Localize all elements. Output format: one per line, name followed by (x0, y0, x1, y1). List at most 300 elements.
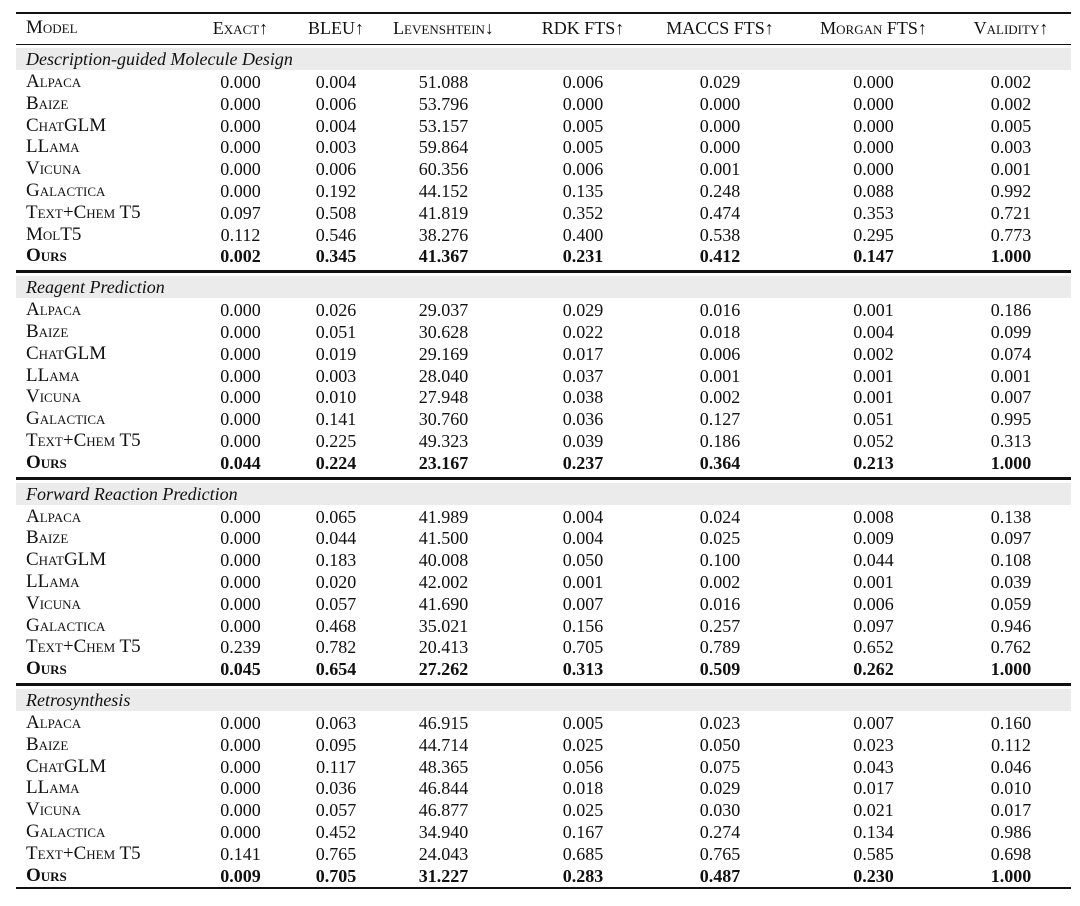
table-row (16, 549, 1071, 571)
metric-value: 28.040 (418, 365, 469, 386)
metric-value: 1.000 (990, 452, 1032, 473)
model-name: Text+Chem T5 (26, 842, 141, 864)
model-name: Galactica (26, 821, 106, 842)
metric-value: 0.002 (699, 387, 741, 408)
section-title: Description-guided Molecule Design (16, 48, 1071, 70)
metric-value: 0.004 (315, 72, 357, 92)
metric-value: 0.004 (315, 115, 357, 136)
metric-value: 0.141 (220, 843, 261, 864)
column-header: Exact↑ (212, 18, 269, 38)
metric-value: 0.000 (699, 115, 741, 136)
metric-value: 0.020 (315, 572, 357, 592)
metric-value: 0.167 (562, 822, 604, 842)
metric-value: 0.039 (562, 431, 604, 451)
table-row (16, 71, 1071, 93)
section-divider (16, 477, 1071, 480)
metric-value: 0.192 (315, 181, 357, 201)
metric-value: 24.043 (418, 843, 469, 864)
metric-value: 0.257 (699, 615, 741, 636)
metric-value: 0.099 (990, 322, 1032, 342)
metric-value: 44.714 (418, 734, 469, 755)
table-row (16, 821, 1071, 843)
metric-value: 0.000 (220, 72, 261, 92)
metric-value: 0.000 (220, 137, 261, 158)
metric-value: 0.000 (220, 734, 261, 755)
metric-value: 0.412 (699, 246, 741, 267)
metric-value: 0.345 (315, 246, 357, 267)
metric-value: 0.065 (315, 506, 357, 527)
metric-value: 48.365 (418, 756, 469, 777)
metric-value: 0.000 (220, 300, 261, 321)
model-name: Vicuna (26, 158, 81, 180)
model-name: Alpaca (26, 299, 82, 321)
table-row (16, 202, 1071, 224)
metric-value: 0.010 (990, 778, 1032, 799)
metric-value: 0.001 (853, 300, 894, 321)
metric-value: 0.160 (990, 713, 1032, 733)
metric-value: 46.915 (418, 713, 469, 733)
model-name: Vicuna (26, 386, 81, 408)
metric-value: 0.992 (990, 181, 1032, 201)
metric-value: 46.844 (418, 778, 469, 799)
metric-value: 0.000 (853, 93, 894, 114)
metric-value: 0.585 (853, 843, 894, 864)
metric-value: 0.995 (990, 409, 1032, 430)
metric-value: 0.075 (699, 756, 741, 777)
metric-value: 0.230 (853, 865, 894, 886)
metric-value: 0.052 (853, 431, 894, 451)
table-row (16, 843, 1071, 865)
column-header: Validity↑ (973, 18, 1049, 38)
metric-value: 0.274 (699, 822, 741, 842)
metric-value: 46.877 (418, 800, 469, 821)
metric-value: 0.352 (562, 202, 604, 223)
metric-value: 0.000 (220, 713, 261, 733)
metric-value: 0.017 (562, 343, 604, 364)
metric-value: 59.864 (418, 137, 469, 158)
metric-value: 0.000 (699, 93, 741, 114)
metric-value: 0.095 (315, 734, 357, 755)
metric-value: 0.000 (220, 365, 261, 386)
metric-value: 0.057 (315, 800, 357, 821)
metric-value: 0.231 (562, 246, 604, 267)
metric-value: 0.036 (562, 409, 604, 430)
metric-value: 30.628 (418, 322, 469, 342)
metric-value: 41.989 (418, 506, 469, 527)
metric-value: 0.097 (220, 202, 261, 223)
model-name: Galactica (26, 408, 106, 430)
metric-value: 0.000 (220, 528, 261, 549)
section-title: Reagent Prediction (16, 276, 1071, 298)
table-row (16, 615, 1071, 637)
metric-value: 0.487 (699, 865, 741, 886)
metric-value: 0.039 (990, 572, 1032, 592)
metric-value: 0.037 (562, 365, 604, 386)
metric-value: 41.819 (418, 202, 469, 223)
section-divider (16, 683, 1071, 686)
metric-value: 0.006 (853, 593, 894, 614)
metric-value: 0.295 (853, 224, 894, 245)
model-name: Ours (26, 245, 67, 267)
table-row (16, 799, 1071, 821)
metric-value: 0.004 (562, 528, 604, 549)
metric-value: 0.313 (990, 431, 1032, 451)
metric-value: 0.546 (315, 224, 357, 245)
metric-value: 0.005 (562, 713, 604, 733)
model-name: LLama (26, 136, 80, 158)
model-name: Ours (26, 451, 67, 473)
metric-value: 0.773 (990, 224, 1032, 245)
metric-value: 0.000 (220, 115, 261, 136)
metric-value: 0.248 (699, 181, 741, 201)
table-row (16, 224, 1071, 246)
metric-value: 0.782 (315, 637, 357, 658)
metric-value: 0.705 (315, 865, 357, 886)
metric-value: 0.509 (699, 659, 741, 680)
metric-value: 1.000 (990, 246, 1032, 267)
metric-value: 20.413 (418, 637, 469, 658)
model-name: Baize (26, 733, 69, 755)
metric-value: 0.003 (315, 137, 357, 158)
metric-value: 0.017 (990, 800, 1032, 821)
metric-value: 53.796 (418, 93, 469, 114)
metric-value: 0.025 (699, 528, 741, 549)
metric-value: 0.183 (315, 550, 357, 571)
model-name: ChatGLM (26, 114, 107, 136)
metric-value: 0.009 (853, 528, 894, 549)
metric-value: 0.000 (220, 322, 261, 342)
metric-value: 0.685 (562, 843, 604, 864)
metric-value: 0.147 (853, 246, 894, 267)
metric-value: 29.169 (418, 343, 469, 364)
metric-value: 0.000 (220, 181, 261, 201)
metric-value: 0.057 (315, 593, 357, 614)
metric-value: 1.000 (990, 659, 1032, 680)
metric-value: 0.002 (220, 246, 261, 267)
metric-value: 0.097 (853, 615, 894, 636)
metric-value: 0.029 (699, 778, 741, 799)
metric-value: 0.006 (315, 93, 357, 114)
metric-value: 0.009 (220, 865, 261, 886)
metric-value: 0.112 (991, 734, 1031, 755)
metric-value: 0.018 (562, 778, 604, 799)
table-row (16, 136, 1071, 158)
metric-value: 0.986 (990, 822, 1032, 842)
metric-value: 0.000 (220, 506, 261, 527)
metric-value: 40.008 (418, 550, 469, 571)
model-name: Text+Chem T5 (26, 430, 141, 451)
model-name: Baize (26, 527, 69, 549)
table-row (16, 527, 1071, 549)
metric-value: 0.698 (990, 843, 1032, 864)
metric-value: 0.021 (853, 800, 894, 821)
metric-value: 0.474 (699, 202, 741, 223)
metric-value: 0.000 (562, 93, 604, 114)
metric-value: 0.765 (315, 843, 357, 864)
metric-value: 0.000 (853, 115, 894, 136)
metric-value: 0.002 (699, 572, 741, 592)
metric-value: 0.225 (315, 431, 357, 451)
metric-value: 0.002 (990, 93, 1032, 114)
metric-value: 53.157 (418, 115, 469, 136)
column-header: Levenshtein↓ (393, 18, 494, 38)
table-row (16, 571, 1071, 593)
metric-value: 0.186 (990, 300, 1032, 321)
column-header: MACCS FTS↑ (666, 18, 774, 38)
table-row (16, 158, 1071, 180)
metric-value: 0.237 (562, 452, 604, 473)
metric-value: 29.037 (418, 300, 469, 321)
metric-value: 0.004 (853, 322, 894, 342)
metric-value: 0.100 (699, 550, 741, 571)
section-title: Forward Reaction Prediction (16, 483, 1071, 505)
metric-value: 0.000 (220, 822, 261, 842)
metric-value: 0.789 (699, 637, 741, 658)
metric-value: 0.224 (315, 452, 357, 473)
metric-value: 27.262 (418, 659, 469, 680)
metric-value: 0.001 (990, 159, 1032, 180)
table-row (16, 93, 1071, 115)
model-name: LLama (26, 364, 80, 386)
metric-value: 0.059 (990, 593, 1032, 614)
metric-value: 0.050 (699, 734, 741, 755)
metric-value: 0.007 (853, 713, 894, 733)
model-name: ChatGLM (26, 755, 107, 777)
metric-value: 0.003 (315, 365, 357, 386)
metric-value: 0.044 (220, 452, 261, 473)
metric-value: 0.117 (316, 756, 356, 777)
table-row (16, 593, 1071, 615)
metric-value: 51.088 (418, 72, 469, 92)
metric-value: 0.135 (562, 181, 604, 201)
table-row (16, 299, 1071, 321)
metric-value: 0.262 (853, 659, 894, 680)
metric-value: 0.004 (562, 506, 604, 527)
metric-value: 44.152 (418, 181, 469, 201)
metric-value: 41.500 (418, 528, 469, 549)
table-row (16, 506, 1071, 528)
model-name: Text+Chem T5 (26, 636, 141, 658)
table-row (16, 321, 1071, 343)
metric-value: 0.006 (315, 159, 357, 180)
metric-value: 0.003 (990, 137, 1032, 158)
metric-value: 0.762 (990, 637, 1032, 658)
section-title: Retrosynthesis (16, 689, 1071, 711)
table-row (16, 408, 1071, 430)
metric-value: 0.051 (853, 409, 894, 430)
metric-value: 0.000 (853, 72, 894, 92)
table-row (16, 865, 1071, 887)
metric-value: 0.046 (990, 756, 1032, 777)
model-name: ChatGLM (26, 342, 107, 364)
metric-value: 0.036 (315, 778, 357, 799)
model-name: Alpaca (26, 712, 82, 733)
metric-value: 30.760 (418, 409, 469, 430)
table-row (16, 386, 1071, 408)
metric-value: 0.017 (853, 778, 894, 799)
metric-value: 0.946 (990, 615, 1032, 636)
model-name: Baize (26, 321, 69, 342)
metric-value: 0.001 (853, 365, 894, 386)
metric-value: 0.538 (699, 224, 741, 245)
table-row (16, 365, 1071, 387)
metric-value: 0.508 (315, 202, 357, 223)
metric-value: 0.026 (315, 300, 357, 321)
metric-value: 0.721 (990, 202, 1032, 223)
metric-value: 0.108 (990, 550, 1032, 571)
metric-value: 0.000 (220, 572, 261, 592)
metric-value: 0.000 (220, 93, 261, 114)
metric-value: 0.141 (315, 409, 357, 430)
table-row (16, 712, 1071, 734)
metric-value: 0.024 (699, 506, 741, 527)
model-name: Ours (26, 658, 67, 680)
metric-value: 35.021 (418, 615, 469, 636)
table-row (16, 430, 1071, 452)
metric-value: 0.468 (315, 615, 357, 636)
metric-value: 0.001 (990, 365, 1032, 386)
metric-value: 0.000 (220, 431, 261, 451)
metric-value: 0.000 (220, 409, 261, 430)
metric-value: 0.000 (220, 593, 261, 614)
metric-value: 0.029 (562, 300, 604, 321)
table-top-rule (16, 12, 1071, 14)
section-divider (16, 270, 1071, 273)
table-bottom-rule (16, 887, 1071, 889)
metric-value: 0.010 (315, 387, 357, 408)
metric-value: 49.323 (418, 431, 469, 451)
metric-value: 0.051 (315, 322, 357, 342)
metric-value: 0.006 (562, 72, 604, 92)
metric-value: 0.005 (562, 137, 604, 158)
table-row (16, 777, 1071, 799)
metric-value: 0.019 (315, 343, 357, 364)
metric-value: 0.030 (699, 800, 741, 821)
metric-value: 1.000 (990, 865, 1032, 886)
metric-value: 0.364 (699, 452, 741, 473)
metric-value: 27.948 (418, 387, 469, 408)
metric-value: 0.063 (315, 713, 357, 733)
metric-value: 0.652 (853, 637, 894, 658)
model-name: LLama (26, 571, 80, 592)
model-name: Alpaca (26, 505, 82, 527)
column-header: RDK FTS↑ (541, 18, 625, 38)
metric-value: 0.023 (853, 734, 894, 755)
table-row (16, 180, 1071, 202)
model-name: Vicuna (26, 799, 81, 821)
model-name: Vicuna (26, 592, 81, 614)
column-header: BLEU↑ (308, 18, 364, 38)
header-row (16, 17, 1071, 39)
model-name: LLama (26, 777, 80, 799)
metric-value: 0.000 (220, 756, 261, 777)
metric-value: 0.005 (990, 115, 1032, 136)
metric-value: 0.002 (853, 343, 894, 364)
metric-value: 0.112 (220, 224, 261, 245)
metric-value: 0.029 (699, 72, 741, 92)
metric-value: 0.038 (562, 387, 604, 408)
metric-value: 60.356 (418, 159, 469, 180)
metric-value: 0.008 (853, 506, 894, 527)
metric-value: 0.025 (562, 734, 604, 755)
metric-value: 0.074 (990, 343, 1032, 364)
metric-value: 0.023 (699, 713, 741, 733)
metric-value: 0.001 (699, 159, 741, 180)
metric-value: 0.044 (315, 528, 357, 549)
metric-value: 0.097 (990, 528, 1032, 549)
metric-value: 0.705 (562, 637, 604, 658)
metric-value: 0.002 (990, 72, 1032, 92)
metric-value: 23.167 (418, 452, 469, 473)
model-name: ChatGLM (26, 549, 107, 571)
metric-value: 0.001 (562, 572, 604, 592)
table-row (16, 245, 1071, 267)
model-name: Galactica (26, 614, 106, 636)
table-row (16, 115, 1071, 137)
metric-value: 0.400 (562, 224, 604, 245)
model-name: Galactica (26, 180, 106, 201)
metric-value: 0.018 (699, 322, 741, 342)
table-row (16, 756, 1071, 778)
table-row (16, 452, 1071, 474)
column-header: Model (26, 17, 78, 38)
metric-value: 34.940 (418, 822, 469, 842)
metric-value: 0.001 (699, 365, 741, 386)
metric-value: 0.000 (853, 137, 894, 158)
metric-value: 0.000 (699, 137, 741, 158)
metric-value: 0.005 (562, 115, 604, 136)
metric-value: 0.006 (699, 343, 741, 364)
model-name: Ours (26, 864, 67, 886)
metric-value: 0.044 (853, 550, 894, 571)
metric-value: 0.283 (562, 865, 604, 886)
header-rule (16, 44, 1071, 45)
metric-value: 0.022 (562, 322, 604, 342)
metric-value: 0.138 (990, 506, 1032, 527)
metric-value: 0.765 (699, 843, 741, 864)
table-row (16, 636, 1071, 658)
model-name: MolT5 (26, 223, 82, 245)
metric-value: 0.000 (853, 159, 894, 180)
metric-value: 0.452 (315, 822, 357, 842)
metric-value: 0.186 (699, 431, 741, 451)
metric-value: 0.025 (562, 800, 604, 821)
table-row (16, 734, 1071, 756)
metric-value: 0.000 (220, 387, 261, 408)
model-name: Baize (26, 92, 69, 114)
metric-value: 0.016 (699, 300, 741, 321)
metric-value: 0.313 (562, 659, 604, 680)
metric-value: 0.000 (220, 343, 261, 364)
metric-value: 0.043 (853, 756, 894, 777)
metric-value: 0.000 (220, 615, 261, 636)
metric-value: 0.007 (990, 387, 1032, 408)
metric-value: 0.000 (220, 159, 261, 180)
metric-value: 0.056 (562, 756, 604, 777)
table-row (16, 658, 1071, 680)
model-name: Alpaca (26, 71, 82, 92)
column-header: Morgan FTS↑ (820, 18, 927, 38)
metric-value: 41.690 (418, 593, 469, 614)
metric-value: 42.002 (418, 572, 469, 592)
metric-value: 0.088 (853, 181, 894, 201)
metric-value: 0.045 (220, 659, 261, 680)
metric-value: 0.050 (562, 550, 604, 571)
metric-value: 0.001 (853, 572, 894, 592)
metric-value: 0.006 (562, 159, 604, 180)
metric-value: 0.654 (315, 659, 357, 680)
metric-value: 0.213 (853, 452, 894, 473)
